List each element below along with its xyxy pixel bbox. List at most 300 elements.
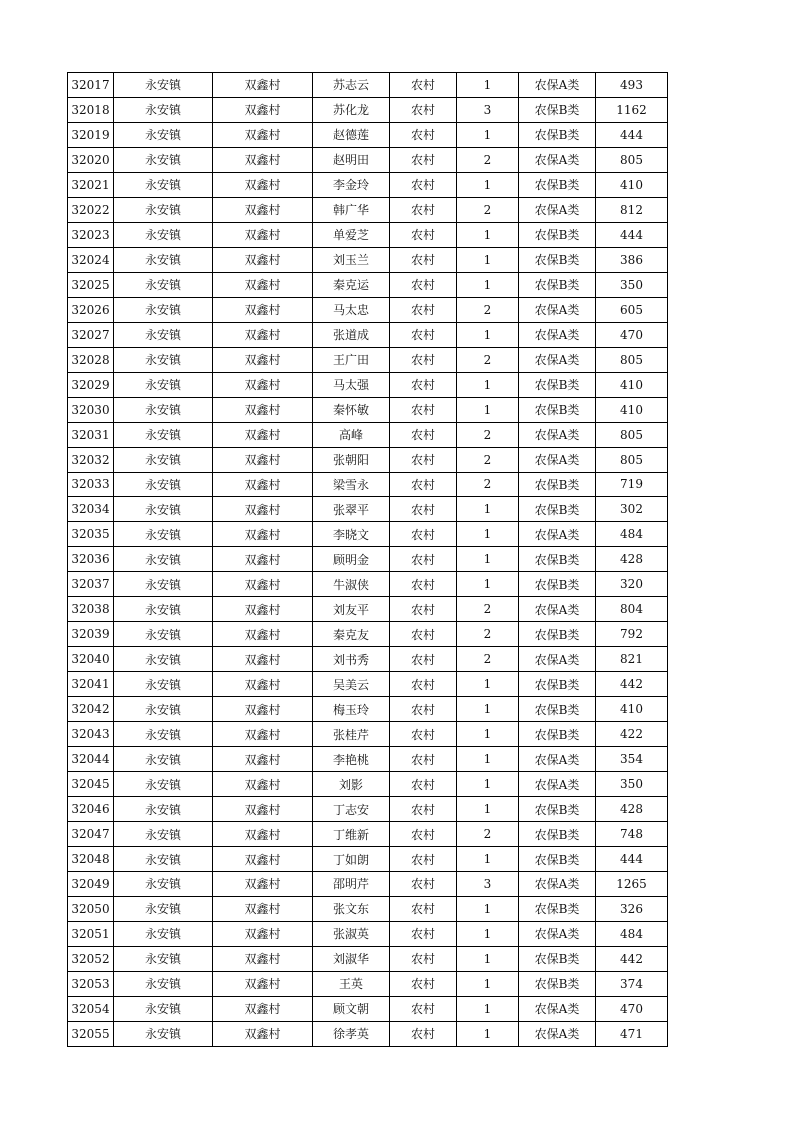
cell-persons: 1 bbox=[457, 272, 519, 297]
cell-town: 永安镇 bbox=[114, 797, 213, 822]
cell-name: 梅玉玲 bbox=[313, 697, 390, 722]
cell-town: 永安镇 bbox=[114, 197, 213, 222]
cell-amount: 470 bbox=[596, 322, 668, 347]
cell-id: 32036 bbox=[68, 547, 114, 572]
cell-area-type: 农村 bbox=[390, 647, 457, 672]
cell-village: 双鑫村 bbox=[213, 247, 313, 272]
cell-id: 32040 bbox=[68, 647, 114, 672]
cell-town: 永安镇 bbox=[114, 572, 213, 597]
cell-amount: 428 bbox=[596, 797, 668, 822]
cell-village: 双鑫村 bbox=[213, 697, 313, 722]
cell-category: 农保B类 bbox=[519, 572, 596, 597]
table-row bbox=[68, 522, 668, 547]
cell-village: 双鑫村 bbox=[213, 996, 313, 1021]
cell-category: 农保B类 bbox=[519, 822, 596, 847]
cell-persons: 2 bbox=[457, 297, 519, 322]
cell-area-type: 农村 bbox=[390, 847, 457, 872]
cell-village: 双鑫村 bbox=[213, 772, 313, 797]
cell-amount: 812 bbox=[596, 197, 668, 222]
cell-category: 农保B类 bbox=[519, 946, 596, 971]
cell-name: 马太强 bbox=[313, 372, 390, 397]
cell-village: 双鑫村 bbox=[213, 73, 313, 98]
cell-name: 李金玲 bbox=[313, 172, 390, 197]
cell-area-type: 农村 bbox=[390, 297, 457, 322]
cell-area-type: 农村 bbox=[390, 971, 457, 996]
cell-amount: 442 bbox=[596, 672, 668, 697]
cell-persons: 1 bbox=[457, 222, 519, 247]
cell-category: 农保B类 bbox=[519, 672, 596, 697]
cell-id: 32024 bbox=[68, 247, 114, 272]
cell-id: 32035 bbox=[68, 522, 114, 547]
cell-id: 32021 bbox=[68, 172, 114, 197]
cell-persons: 2 bbox=[457, 347, 519, 372]
cell-area-type: 农村 bbox=[390, 522, 457, 547]
cell-persons: 1 bbox=[457, 547, 519, 572]
cell-persons: 1 bbox=[457, 122, 519, 147]
cell-name: 单爱芝 bbox=[313, 222, 390, 247]
cell-area-type: 农村 bbox=[390, 222, 457, 247]
cell-persons: 1 bbox=[457, 322, 519, 347]
cell-category: 农保A类 bbox=[519, 297, 596, 322]
cell-town: 永安镇 bbox=[114, 996, 213, 1021]
cell-name: 秦克运 bbox=[313, 272, 390, 297]
cell-name: 张淑英 bbox=[313, 921, 390, 946]
cell-town: 永安镇 bbox=[114, 97, 213, 122]
table-row bbox=[68, 971, 668, 996]
cell-area-type: 农村 bbox=[390, 597, 457, 622]
cell-amount: 428 bbox=[596, 547, 668, 572]
cell-id: 32041 bbox=[68, 672, 114, 697]
table-row bbox=[68, 547, 668, 572]
cell-amount: 422 bbox=[596, 722, 668, 747]
cell-town: 永安镇 bbox=[114, 872, 213, 897]
cell-village: 双鑫村 bbox=[213, 197, 313, 222]
cell-id: 32043 bbox=[68, 722, 114, 747]
cell-area-type: 农村 bbox=[390, 197, 457, 222]
cell-town: 永安镇 bbox=[114, 946, 213, 971]
cell-name: 赵明田 bbox=[313, 147, 390, 172]
cell-amount: 805 bbox=[596, 447, 668, 472]
cell-area-type: 农村 bbox=[390, 247, 457, 272]
cell-amount: 442 bbox=[596, 946, 668, 971]
cell-amount: 444 bbox=[596, 122, 668, 147]
cell-name: 张文东 bbox=[313, 896, 390, 921]
cell-amount: 386 bbox=[596, 247, 668, 272]
table-row bbox=[68, 422, 668, 447]
cell-town: 永安镇 bbox=[114, 896, 213, 921]
cell-area-type: 农村 bbox=[390, 172, 457, 197]
table-row bbox=[68, 747, 668, 772]
cell-name: 张翠平 bbox=[313, 497, 390, 522]
table-row bbox=[68, 872, 668, 897]
cell-id: 32033 bbox=[68, 472, 114, 497]
cell-category: 农保B类 bbox=[519, 472, 596, 497]
cell-town: 永安镇 bbox=[114, 847, 213, 872]
cell-town: 永安镇 bbox=[114, 697, 213, 722]
table-row bbox=[68, 1021, 668, 1046]
cell-village: 双鑫村 bbox=[213, 672, 313, 697]
cell-village: 双鑫村 bbox=[213, 122, 313, 147]
cell-amount: 484 bbox=[596, 921, 668, 946]
cell-village: 双鑫村 bbox=[213, 1021, 313, 1046]
cell-name: 张道成 bbox=[313, 322, 390, 347]
cell-category: 农保A类 bbox=[519, 347, 596, 372]
cell-area-type: 农村 bbox=[390, 73, 457, 98]
cell-id: 32031 bbox=[68, 422, 114, 447]
cell-id: 32046 bbox=[68, 797, 114, 822]
cell-town: 永安镇 bbox=[114, 147, 213, 172]
cell-town: 永安镇 bbox=[114, 1021, 213, 1046]
table-row bbox=[68, 996, 668, 1021]
cell-persons: 1 bbox=[457, 522, 519, 547]
table-row bbox=[68, 322, 668, 347]
cell-area-type: 农村 bbox=[390, 322, 457, 347]
cell-id: 32030 bbox=[68, 397, 114, 422]
cell-name: 张桂芹 bbox=[313, 722, 390, 747]
cell-category: 农保A类 bbox=[519, 522, 596, 547]
cell-area-type: 农村 bbox=[390, 97, 457, 122]
cell-category: 农保A类 bbox=[519, 447, 596, 472]
cell-town: 永安镇 bbox=[114, 647, 213, 672]
cell-area-type: 农村 bbox=[390, 472, 457, 497]
cell-name: 牛淑侠 bbox=[313, 572, 390, 597]
cell-name: 高峰 bbox=[313, 422, 390, 447]
cell-id: 32039 bbox=[68, 622, 114, 647]
cell-name: 王广田 bbox=[313, 347, 390, 372]
cell-persons: 2 bbox=[457, 147, 519, 172]
cell-id: 32045 bbox=[68, 772, 114, 797]
table-row bbox=[68, 797, 668, 822]
cell-category: 农保B类 bbox=[519, 122, 596, 147]
cell-amount: 484 bbox=[596, 522, 668, 547]
cell-category: 农保A类 bbox=[519, 921, 596, 946]
table-row bbox=[68, 297, 668, 322]
table-row bbox=[68, 372, 668, 397]
cell-village: 双鑫村 bbox=[213, 347, 313, 372]
cell-area-type: 农村 bbox=[390, 372, 457, 397]
cell-category: 农保B类 bbox=[519, 172, 596, 197]
cell-area-type: 农村 bbox=[390, 147, 457, 172]
cell-amount: 302 bbox=[596, 497, 668, 522]
cell-village: 双鑫村 bbox=[213, 896, 313, 921]
cell-amount: 410 bbox=[596, 397, 668, 422]
cell-name: 张朝阳 bbox=[313, 447, 390, 472]
cell-village: 双鑫村 bbox=[213, 572, 313, 597]
cell-category: 农保A类 bbox=[519, 1021, 596, 1046]
cell-id: 32018 bbox=[68, 97, 114, 122]
cell-village: 双鑫村 bbox=[213, 971, 313, 996]
table-row bbox=[68, 497, 668, 522]
cell-id: 32034 bbox=[68, 497, 114, 522]
cell-amount: 1265 bbox=[596, 872, 668, 897]
cell-id: 32029 bbox=[68, 372, 114, 397]
cell-name: 梁雪永 bbox=[313, 472, 390, 497]
cell-village: 双鑫村 bbox=[213, 272, 313, 297]
cell-persons: 1 bbox=[457, 921, 519, 946]
cell-town: 永安镇 bbox=[114, 172, 213, 197]
cell-amount: 326 bbox=[596, 896, 668, 921]
table-row bbox=[68, 772, 668, 797]
cell-name: 马太忠 bbox=[313, 297, 390, 322]
cell-id: 32049 bbox=[68, 872, 114, 897]
table-row bbox=[68, 472, 668, 497]
cell-persons: 1 bbox=[457, 996, 519, 1021]
cell-persons: 1 bbox=[457, 497, 519, 522]
cell-name: 刘友平 bbox=[313, 597, 390, 622]
cell-town: 永安镇 bbox=[114, 272, 213, 297]
cell-category: 农保A类 bbox=[519, 597, 596, 622]
cell-amount: 410 bbox=[596, 372, 668, 397]
cell-category: 农保B类 bbox=[519, 547, 596, 572]
cell-town: 永安镇 bbox=[114, 747, 213, 772]
cell-category: 农保B类 bbox=[519, 372, 596, 397]
cell-persons: 1 bbox=[457, 73, 519, 98]
cell-area-type: 农村 bbox=[390, 946, 457, 971]
cell-amount: 470 bbox=[596, 996, 668, 1021]
cell-area-type: 农村 bbox=[390, 447, 457, 472]
cell-amount: 350 bbox=[596, 772, 668, 797]
cell-id: 32048 bbox=[68, 847, 114, 872]
cell-town: 永安镇 bbox=[114, 497, 213, 522]
cell-town: 永安镇 bbox=[114, 722, 213, 747]
cell-amount: 354 bbox=[596, 747, 668, 772]
cell-persons: 1 bbox=[457, 672, 519, 697]
cell-name: 徐孝英 bbox=[313, 1021, 390, 1046]
cell-town: 永安镇 bbox=[114, 222, 213, 247]
table-row bbox=[68, 197, 668, 222]
cell-persons: 2 bbox=[457, 447, 519, 472]
cell-category: 农保A类 bbox=[519, 872, 596, 897]
cell-amount: 320 bbox=[596, 572, 668, 597]
cell-id: 32054 bbox=[68, 996, 114, 1021]
cell-area-type: 农村 bbox=[390, 272, 457, 297]
table-row bbox=[68, 946, 668, 971]
cell-village: 双鑫村 bbox=[213, 372, 313, 397]
cell-category: 农保A类 bbox=[519, 747, 596, 772]
cell-amount: 719 bbox=[596, 472, 668, 497]
table-row bbox=[68, 172, 668, 197]
table-row bbox=[68, 447, 668, 472]
cell-area-type: 农村 bbox=[390, 572, 457, 597]
cell-area-type: 农村 bbox=[390, 122, 457, 147]
cell-id: 32044 bbox=[68, 747, 114, 772]
cell-village: 双鑫村 bbox=[213, 172, 313, 197]
cell-persons: 2 bbox=[457, 472, 519, 497]
cell-area-type: 农村 bbox=[390, 797, 457, 822]
cell-name: 王英 bbox=[313, 971, 390, 996]
cell-amount: 444 bbox=[596, 222, 668, 247]
cell-id: 32047 bbox=[68, 822, 114, 847]
cell-village: 双鑫村 bbox=[213, 222, 313, 247]
cell-category: 农保B类 bbox=[519, 497, 596, 522]
cell-persons: 2 bbox=[457, 647, 519, 672]
table-row bbox=[68, 697, 668, 722]
cell-village: 双鑫村 bbox=[213, 597, 313, 622]
table-row bbox=[68, 397, 668, 422]
cell-amount: 805 bbox=[596, 422, 668, 447]
cell-area-type: 农村 bbox=[390, 822, 457, 847]
cell-category: 农保B类 bbox=[519, 697, 596, 722]
cell-area-type: 农村 bbox=[390, 872, 457, 897]
cell-id: 32027 bbox=[68, 322, 114, 347]
table-row bbox=[68, 597, 668, 622]
cell-town: 永安镇 bbox=[114, 622, 213, 647]
cell-id: 32023 bbox=[68, 222, 114, 247]
cell-name: 丁如朗 bbox=[313, 847, 390, 872]
cell-persons: 1 bbox=[457, 1021, 519, 1046]
cell-id: 32028 bbox=[68, 347, 114, 372]
cell-persons: 2 bbox=[457, 822, 519, 847]
cell-category: 农保B类 bbox=[519, 896, 596, 921]
cell-village: 双鑫村 bbox=[213, 97, 313, 122]
cell-amount: 410 bbox=[596, 172, 668, 197]
cell-village: 双鑫村 bbox=[213, 322, 313, 347]
cell-category: 农保B类 bbox=[519, 222, 596, 247]
cell-id: 32017 bbox=[68, 73, 114, 98]
cell-amount: 605 bbox=[596, 297, 668, 322]
cell-village: 双鑫村 bbox=[213, 522, 313, 547]
table-row bbox=[68, 896, 668, 921]
cell-category: 农保A类 bbox=[519, 422, 596, 447]
cell-persons: 1 bbox=[457, 971, 519, 996]
cell-area-type: 农村 bbox=[390, 921, 457, 946]
cell-town: 永安镇 bbox=[114, 522, 213, 547]
cell-name: 苏志云 bbox=[313, 73, 390, 98]
cell-name: 赵德莲 bbox=[313, 122, 390, 147]
cell-village: 双鑫村 bbox=[213, 872, 313, 897]
cell-persons: 2 bbox=[457, 422, 519, 447]
cell-town: 永安镇 bbox=[114, 547, 213, 572]
cell-name: 邵明芹 bbox=[313, 872, 390, 897]
cell-area-type: 农村 bbox=[390, 1021, 457, 1046]
cell-category: 农保A类 bbox=[519, 147, 596, 172]
cell-category: 农保B类 bbox=[519, 272, 596, 297]
cell-village: 双鑫村 bbox=[213, 747, 313, 772]
cell-area-type: 农村 bbox=[390, 497, 457, 522]
table-row bbox=[68, 122, 668, 147]
cell-village: 双鑫村 bbox=[213, 722, 313, 747]
cell-amount: 804 bbox=[596, 597, 668, 622]
cell-area-type: 农村 bbox=[390, 397, 457, 422]
cell-id: 32050 bbox=[68, 896, 114, 921]
cell-amount: 374 bbox=[596, 971, 668, 996]
beneficiary-table bbox=[67, 72, 668, 1047]
cell-category: 农保A类 bbox=[519, 197, 596, 222]
cell-area-type: 农村 bbox=[390, 697, 457, 722]
cell-id: 32026 bbox=[68, 297, 114, 322]
cell-category: 农保B类 bbox=[519, 722, 596, 747]
cell-persons: 1 bbox=[457, 772, 519, 797]
cell-persons: 2 bbox=[457, 622, 519, 647]
cell-amount: 805 bbox=[596, 347, 668, 372]
cell-town: 永安镇 bbox=[114, 447, 213, 472]
cell-id: 32052 bbox=[68, 946, 114, 971]
cell-persons: 1 bbox=[457, 372, 519, 397]
cell-persons: 1 bbox=[457, 722, 519, 747]
cell-persons: 1 bbox=[457, 896, 519, 921]
cell-category: 农保A类 bbox=[519, 996, 596, 1021]
cell-town: 永安镇 bbox=[114, 73, 213, 98]
cell-amount: 410 bbox=[596, 697, 668, 722]
cell-persons: 1 bbox=[457, 572, 519, 597]
cell-category: 农保A类 bbox=[519, 772, 596, 797]
cell-village: 双鑫村 bbox=[213, 397, 313, 422]
cell-village: 双鑫村 bbox=[213, 422, 313, 447]
cell-name: 丁志安 bbox=[313, 797, 390, 822]
cell-village: 双鑫村 bbox=[213, 647, 313, 672]
cell-village: 双鑫村 bbox=[213, 622, 313, 647]
cell-category: 农保A类 bbox=[519, 647, 596, 672]
cell-town: 永安镇 bbox=[114, 122, 213, 147]
cell-persons: 1 bbox=[457, 247, 519, 272]
cell-amount: 821 bbox=[596, 647, 668, 672]
cell-persons: 1 bbox=[457, 697, 519, 722]
table-row bbox=[68, 73, 668, 98]
cell-id: 32053 bbox=[68, 971, 114, 996]
cell-town: 永安镇 bbox=[114, 921, 213, 946]
cell-amount: 493 bbox=[596, 73, 668, 98]
cell-town: 永安镇 bbox=[114, 322, 213, 347]
cell-village: 双鑫村 bbox=[213, 822, 313, 847]
table-row bbox=[68, 147, 668, 172]
cell-id: 32022 bbox=[68, 197, 114, 222]
table-row bbox=[68, 722, 668, 747]
cell-name: 丁维新 bbox=[313, 822, 390, 847]
cell-name: 刘玉兰 bbox=[313, 247, 390, 272]
cell-village: 双鑫村 bbox=[213, 946, 313, 971]
cell-village: 双鑫村 bbox=[213, 921, 313, 946]
cell-name: 李艳桃 bbox=[313, 747, 390, 772]
cell-area-type: 农村 bbox=[390, 722, 457, 747]
cell-town: 永安镇 bbox=[114, 772, 213, 797]
cell-amount: 444 bbox=[596, 847, 668, 872]
cell-id: 32037 bbox=[68, 572, 114, 597]
cell-category: 农保B类 bbox=[519, 622, 596, 647]
cell-town: 永安镇 bbox=[114, 397, 213, 422]
cell-name: 韩广华 bbox=[313, 197, 390, 222]
cell-persons: 1 bbox=[457, 797, 519, 822]
cell-village: 双鑫村 bbox=[213, 547, 313, 572]
cell-village: 双鑫村 bbox=[213, 297, 313, 322]
cell-category: 农保B类 bbox=[519, 971, 596, 996]
cell-village: 双鑫村 bbox=[213, 472, 313, 497]
cell-amount: 792 bbox=[596, 622, 668, 647]
cell-name: 刘淑华 bbox=[313, 946, 390, 971]
cell-name: 顾文朝 bbox=[313, 996, 390, 1021]
table-row bbox=[68, 347, 668, 372]
cell-area-type: 农村 bbox=[390, 622, 457, 647]
cell-area-type: 农村 bbox=[390, 347, 457, 372]
cell-id: 32020 bbox=[68, 147, 114, 172]
cell-persons: 2 bbox=[457, 197, 519, 222]
cell-town: 永安镇 bbox=[114, 372, 213, 397]
cell-town: 永安镇 bbox=[114, 672, 213, 697]
cell-name: 李晓文 bbox=[313, 522, 390, 547]
cell-amount: 748 bbox=[596, 822, 668, 847]
cell-village: 双鑫村 bbox=[213, 847, 313, 872]
cell-town: 永安镇 bbox=[114, 297, 213, 322]
cell-name: 秦怀敏 bbox=[313, 397, 390, 422]
cell-town: 永安镇 bbox=[114, 472, 213, 497]
cell-name: 刘影 bbox=[313, 772, 390, 797]
table-row bbox=[68, 822, 668, 847]
table-row bbox=[68, 97, 668, 122]
cell-area-type: 农村 bbox=[390, 672, 457, 697]
cell-persons: 2 bbox=[457, 597, 519, 622]
cell-amount: 805 bbox=[596, 147, 668, 172]
cell-persons: 1 bbox=[457, 946, 519, 971]
cell-area-type: 农村 bbox=[390, 747, 457, 772]
